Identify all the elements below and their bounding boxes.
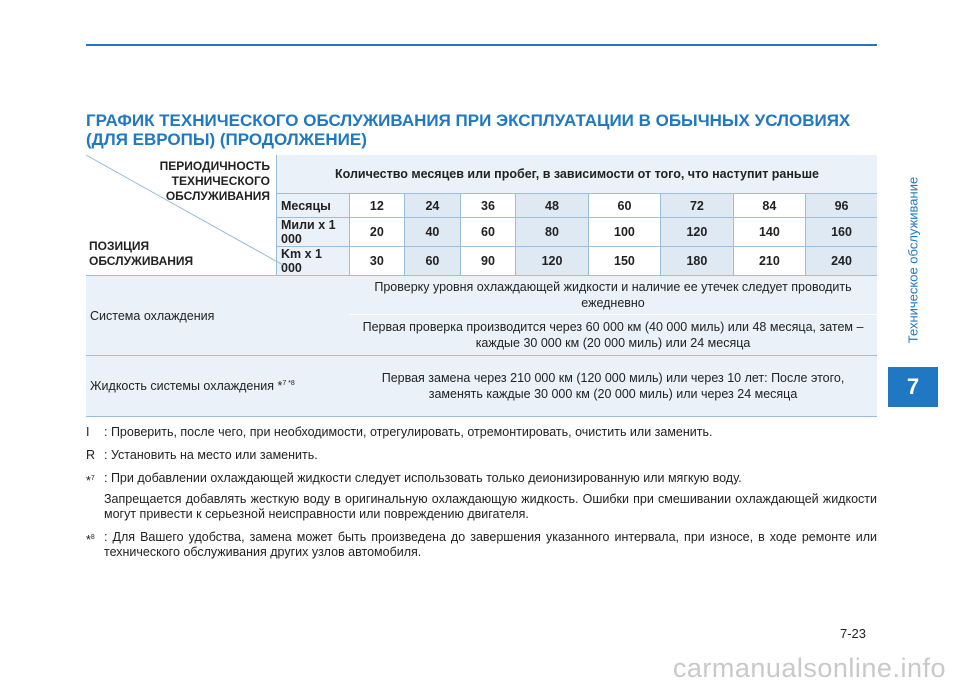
table-cell: 84 (733, 194, 805, 218)
item-description: Проверку уровня охлаждающей жидкости и наличие ее утечек следует проводить ежедневно (349, 276, 877, 315)
table-cell: 120 (516, 247, 588, 276)
table-cell: 120 (661, 218, 733, 247)
page-number: 7-23 (840, 626, 867, 641)
row-label-miles: Мили x 1 000 (277, 218, 350, 247)
corner-item-label: ПОЗИЦИЯ ОБСЛУЖИВАНИЯ (89, 239, 194, 268)
note-footnote-8: *$^8$ : Для Вашего удобства, замена может быть произведена до завершения указанного интервала, при износе, в ходе ремонте или технического обслуживания других узлов автомобиля. (86, 530, 877, 560)
note-replace: R : Установить на место или заменить. (86, 448, 318, 462)
table-cell: 36 (460, 194, 516, 218)
table-cell: 48 (516, 194, 588, 218)
chapter-tab[interactable]: 7 (888, 367, 938, 407)
note-footnote-7: *$^7$ : При добавлении охлаждающей жидкости следует использовать только деионизированную или мягкую воду. (86, 471, 742, 489)
table-cell: 90 (460, 247, 516, 276)
item-description: Первая замена через 210 000 км (120 000 миль) или через 10 лет: После этого, заменять каждые 30 000 км (20 000 миль) или через 24 месяца (349, 356, 877, 417)
table-cell: 100 (588, 218, 660, 247)
table-row (86, 276, 877, 315)
item-cooling-system: Система охлаждения (86, 276, 349, 356)
item-coolant: Жидкость системы охлаждения *$^{7 *8}$ (86, 356, 349, 417)
page-title: ГРАФИК ТЕХНИЧЕСКОГО ОБСЛУЖИВАНИЯ ПРИ ЭКСПЛУАТАЦИИ В ОБЫЧНЫХ УСЛОВИЯХ (ДЛЯ ЕВРОПЫ) (ПРОДОЛЖЕНИЕ) (86, 111, 851, 149)
table-cell: 180 (661, 247, 733, 276)
section-side-label: Техническое обслуживание (905, 176, 921, 344)
table-cell: 240 (806, 247, 877, 276)
table-cell: 160 (806, 218, 877, 247)
row-label-km: Km x 1 000 (277, 247, 350, 276)
table-cell: 40 (405, 218, 461, 247)
table-cell: 60 (460, 218, 516, 247)
table-cell: 60 (405, 247, 461, 276)
row-label-months: Месяцы (277, 194, 350, 218)
corner-period-label: ПЕРИОДИЧНОСТЬ ТЕХНИЧЕСКОГО ОБСЛУЖИВАНИЯ (159, 159, 270, 203)
table-cell: 20 (349, 218, 405, 247)
table-cell: 12 (349, 194, 405, 218)
table-cell: 80 (516, 218, 588, 247)
maintenance-table (86, 155, 877, 417)
table-cell: 210 (733, 247, 805, 276)
note-footnote-7-continued: Запрещается добавлять жесткую воду в оригинальную охлаждающую жидкость. Ошибки при смешивании охлаждающей жидкости могут привести к серьезной неисправности или повреждению двигателя. (104, 492, 877, 522)
note-inspect: I : Проверить, после чего, при необходимости, отрегулировать, отремонтировать, очистить или заменить. (86, 425, 713, 439)
table-cell: 24 (405, 194, 461, 218)
item-description: Первая проверка производится через 60 000 км (40 000 миль) или 48 месяца, затем – каждые 30 000 км (20 000 миль) или 24 месяца (349, 315, 877, 356)
table-cell: 96 (806, 194, 877, 218)
notes (86, 425, 877, 568)
table-cell: 150 (588, 247, 660, 276)
table-cell: 60 (588, 194, 660, 218)
table-cell: 140 (733, 218, 805, 247)
interval-header: Количество месяцев или пробег, в зависимости от того, что наступит раньше (277, 155, 878, 194)
table-corner-header (86, 155, 277, 276)
table-cell: 30 (349, 247, 405, 276)
table-row (86, 356, 877, 417)
table-cell: 72 (661, 194, 733, 218)
watermark: carmanualsonline.info (672, 653, 946, 683)
top-rule (86, 44, 877, 46)
